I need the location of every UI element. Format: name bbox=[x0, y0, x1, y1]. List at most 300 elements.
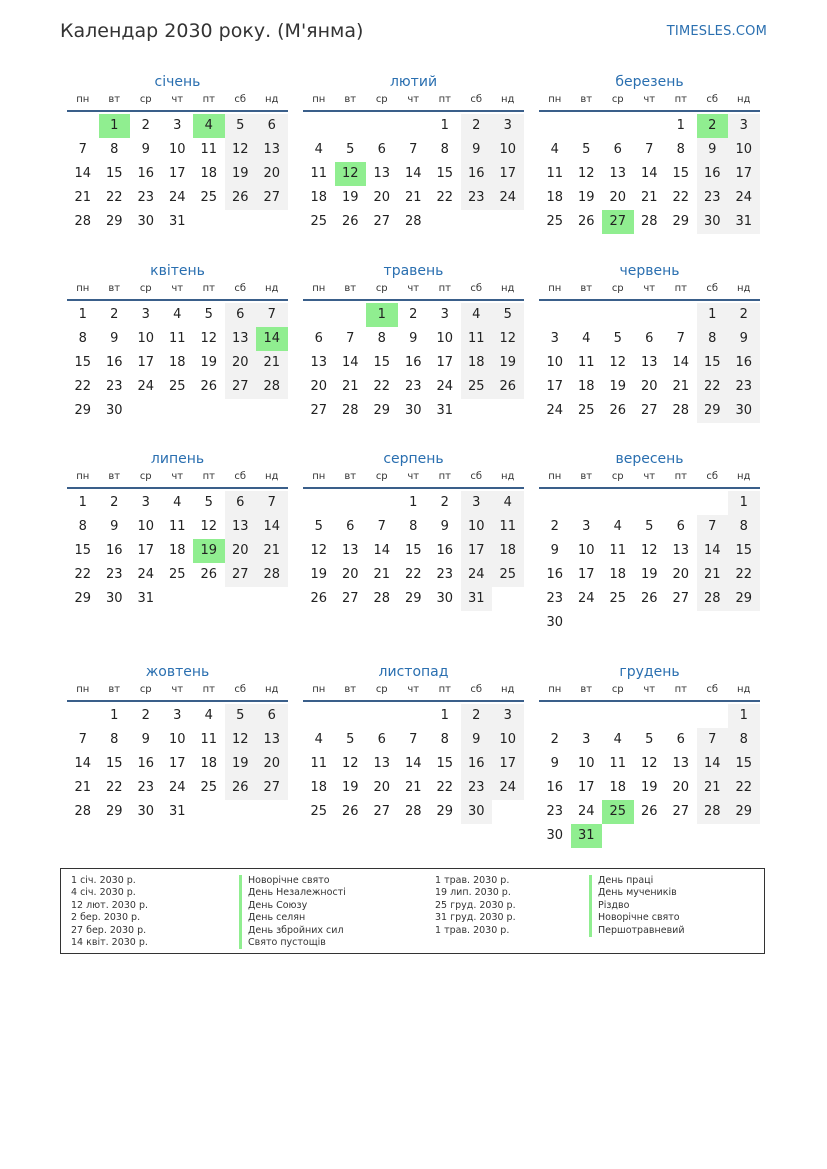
day-cell: 31 bbox=[461, 587, 493, 611]
day-cell: 7 bbox=[377, 519, 386, 534]
day-cell: 8 bbox=[728, 728, 760, 752]
weekday-label: пт bbox=[202, 94, 215, 105]
month-block bbox=[303, 662, 524, 824]
day-cell: 2 bbox=[550, 732, 559, 747]
holiday-day-cell: 12 bbox=[335, 162, 367, 186]
day-cell: 5 bbox=[204, 307, 213, 322]
day-cell: 22 bbox=[373, 379, 391, 394]
day-cell: 17 bbox=[492, 752, 524, 776]
weekday-label: ср bbox=[611, 94, 624, 105]
weekday-label: нд bbox=[501, 283, 515, 294]
empty-day bbox=[303, 303, 335, 327]
legend-names-1 bbox=[239, 875, 346, 949]
day-cell: 29 bbox=[74, 403, 92, 418]
weekday-label: сб bbox=[706, 684, 719, 695]
day-cell: 18 bbox=[310, 780, 328, 795]
day-cell: 19 bbox=[609, 379, 627, 394]
day-cell: 19 bbox=[640, 780, 658, 795]
day-cell: 21 bbox=[256, 351, 288, 375]
day-cell: 14 bbox=[74, 756, 92, 771]
day-cell: 8 bbox=[697, 327, 729, 351]
empty-day bbox=[398, 114, 430, 138]
weekday-label: чт bbox=[407, 684, 420, 695]
day-cell: 15 bbox=[105, 756, 123, 771]
day-cell: 11 bbox=[200, 732, 218, 747]
day-cell: 27 bbox=[672, 591, 690, 606]
day-cell: 15 bbox=[728, 752, 760, 776]
month-block bbox=[539, 261, 760, 423]
day-cell: 14 bbox=[640, 166, 658, 181]
day-cell: 31 bbox=[168, 804, 186, 819]
day-cell: 9 bbox=[550, 543, 559, 558]
weekday-label: нд bbox=[737, 471, 751, 482]
weekday-label: чт bbox=[407, 471, 420, 482]
day-cell: 3 bbox=[173, 118, 182, 133]
weekday-label: ср bbox=[611, 684, 624, 695]
day-cell: 10 bbox=[137, 331, 155, 346]
day-cell: 28 bbox=[74, 804, 92, 819]
day-cell: 16 bbox=[105, 543, 123, 558]
weekday-label: вт bbox=[108, 471, 121, 482]
day-cell: 1 bbox=[697, 303, 729, 327]
day-cell: 10 bbox=[728, 138, 760, 162]
weekday-header bbox=[539, 682, 760, 702]
weekday-label: ср bbox=[611, 283, 624, 294]
day-cell: 1 bbox=[110, 708, 119, 723]
legend-holiday-name: День селян bbox=[239, 912, 346, 924]
weekday-label: нд bbox=[265, 684, 279, 695]
day-cell: 6 bbox=[256, 704, 288, 728]
month-name: листопад bbox=[378, 664, 449, 680]
weekday-label: вт bbox=[344, 94, 357, 105]
day-cell: 5 bbox=[314, 519, 323, 534]
day-cell: 16 bbox=[546, 780, 564, 795]
legend-dates-1 bbox=[71, 875, 148, 949]
legend-holiday-name: Різдво bbox=[589, 900, 685, 912]
day-cell: 27 bbox=[373, 214, 391, 229]
day-cell: 29 bbox=[672, 214, 690, 229]
day-cell: 20 bbox=[310, 379, 328, 394]
day-cell: 23 bbox=[546, 804, 564, 819]
day-cell: 27 bbox=[256, 776, 288, 800]
weekday-label: пн bbox=[76, 283, 90, 294]
day-cell: 12 bbox=[640, 756, 658, 771]
weekday-label: пн bbox=[548, 471, 562, 482]
weekday-label: вт bbox=[580, 684, 593, 695]
day-cell: 6 bbox=[225, 491, 257, 515]
day-cell: 24 bbox=[436, 379, 454, 394]
weekday-label: пн bbox=[548, 94, 562, 105]
weekday-label: ср bbox=[375, 283, 388, 294]
day-cell: 5 bbox=[346, 142, 355, 157]
weekday-label: чт bbox=[643, 684, 656, 695]
weekday-label: вт bbox=[580, 471, 593, 482]
weekday-header bbox=[303, 682, 524, 702]
weekday-label: пн bbox=[76, 471, 90, 482]
day-cell: 28 bbox=[640, 214, 658, 229]
day-cell: 16 bbox=[546, 567, 564, 582]
weekday-label: ср bbox=[375, 94, 388, 105]
day-cell: 9 bbox=[110, 519, 119, 534]
day-cell: 27 bbox=[672, 804, 690, 819]
days-grid bbox=[67, 491, 288, 611]
day-cell: 17 bbox=[436, 355, 454, 370]
day-cell: 26 bbox=[492, 375, 524, 399]
weekday-label: пн bbox=[312, 283, 326, 294]
day-cell: 8 bbox=[110, 732, 119, 747]
day-cell: 15 bbox=[404, 543, 422, 558]
legend-date: 25 груд. 2030 р. bbox=[435, 899, 516, 911]
weekday-label: сб bbox=[234, 283, 247, 294]
legend-holiday-name: День праці bbox=[589, 875, 685, 887]
weekday-label: чт bbox=[171, 684, 184, 695]
legend-date: 27 бер. 2030 р. bbox=[71, 924, 147, 936]
month-name: лютий bbox=[389, 74, 438, 90]
weekday-label: сб bbox=[234, 471, 247, 482]
weekday-label: нд bbox=[501, 684, 515, 695]
day-cell: 28 bbox=[697, 587, 729, 611]
day-cell: 11 bbox=[310, 756, 328, 771]
day-cell: 4 bbox=[173, 307, 182, 322]
day-cell: 11 bbox=[168, 519, 186, 534]
day-cell: 9 bbox=[728, 327, 760, 351]
weekday-label: вт bbox=[108, 684, 121, 695]
day-cell: 14 bbox=[697, 539, 729, 563]
day-cell: 2 bbox=[728, 303, 760, 327]
day-cell: 9 bbox=[440, 519, 449, 534]
empty-day bbox=[539, 303, 571, 327]
weekday-label: сб bbox=[706, 283, 719, 294]
day-cell: 22 bbox=[436, 190, 454, 205]
days-grid bbox=[303, 704, 524, 824]
day-cell: 14 bbox=[373, 543, 391, 558]
empty-day bbox=[602, 491, 634, 515]
day-cell: 21 bbox=[373, 567, 391, 582]
weekday-label: сб bbox=[470, 283, 483, 294]
day-cell: 2 bbox=[461, 704, 493, 728]
day-cell: 22 bbox=[436, 780, 454, 795]
weekday-label: пт bbox=[674, 471, 687, 482]
day-cell: 14 bbox=[697, 752, 729, 776]
day-cell: 9 bbox=[409, 331, 418, 346]
day-cell: 4 bbox=[492, 491, 524, 515]
empty-day bbox=[665, 491, 697, 515]
weekday-label: нд bbox=[737, 94, 751, 105]
day-cell: 3 bbox=[440, 307, 449, 322]
weekday-label: сб bbox=[234, 684, 247, 695]
weekday-label: нд bbox=[737, 684, 751, 695]
day-cell: 4 bbox=[173, 495, 182, 510]
legend-holiday-name: День Незалежності bbox=[239, 887, 346, 899]
day-cell: 4 bbox=[314, 142, 323, 157]
weekday-label: чт bbox=[171, 94, 184, 105]
day-cell: 24 bbox=[577, 804, 595, 819]
day-cell: 16 bbox=[461, 162, 493, 186]
days-grid bbox=[539, 303, 760, 423]
days-grid bbox=[539, 114, 760, 234]
day-cell: 12 bbox=[609, 355, 627, 370]
day-cell: 7 bbox=[645, 142, 654, 157]
weekday-label: нд bbox=[265, 94, 279, 105]
month-block bbox=[67, 662, 288, 824]
weekday-header bbox=[303, 469, 524, 489]
day-cell: 26 bbox=[640, 804, 658, 819]
day-cell: 12 bbox=[492, 327, 524, 351]
day-cell: 10 bbox=[461, 515, 493, 539]
day-cell: 15 bbox=[373, 355, 391, 370]
day-cell: 7 bbox=[78, 732, 87, 747]
day-cell: 25 bbox=[168, 567, 186, 582]
day-cell: 12 bbox=[577, 166, 595, 181]
day-cell: 28 bbox=[256, 375, 288, 399]
day-cell: 22 bbox=[728, 563, 760, 587]
month-block bbox=[303, 261, 524, 423]
day-cell: 17 bbox=[168, 756, 186, 771]
day-cell: 28 bbox=[373, 591, 391, 606]
day-cell: 16 bbox=[137, 166, 155, 181]
day-cell: 7 bbox=[697, 515, 729, 539]
days-grid bbox=[303, 303, 524, 423]
day-cell: 2 bbox=[461, 114, 493, 138]
day-cell: 26 bbox=[341, 804, 359, 819]
weekday-label: сб bbox=[470, 684, 483, 695]
day-cell: 19 bbox=[492, 351, 524, 375]
day-cell: 18 bbox=[577, 379, 595, 394]
empty-day bbox=[366, 491, 398, 515]
day-cell: 3 bbox=[492, 114, 524, 138]
day-cell: 26 bbox=[310, 591, 328, 606]
day-cell: 19 bbox=[225, 162, 257, 186]
empty-day bbox=[335, 704, 367, 728]
day-cell: 11 bbox=[461, 327, 493, 351]
day-cell: 11 bbox=[546, 166, 564, 181]
weekday-label: сб bbox=[470, 94, 483, 105]
day-cell: 23 bbox=[137, 780, 155, 795]
weekday-header bbox=[67, 682, 288, 702]
day-cell: 12 bbox=[200, 331, 218, 346]
day-cell: 16 bbox=[137, 756, 155, 771]
weekday-label: нд bbox=[501, 94, 515, 105]
day-cell: 3 bbox=[582, 732, 591, 747]
day-cell: 25 bbox=[546, 214, 564, 229]
day-cell: 15 bbox=[436, 166, 454, 181]
day-cell: 20 bbox=[225, 539, 257, 563]
day-cell: 27 bbox=[341, 591, 359, 606]
day-cell: 23 bbox=[461, 776, 493, 800]
day-cell: 25 bbox=[200, 190, 218, 205]
day-cell: 21 bbox=[341, 379, 359, 394]
days-grid bbox=[303, 114, 524, 234]
empty-day bbox=[634, 114, 666, 138]
day-cell: 25 bbox=[310, 804, 328, 819]
day-cell: 6 bbox=[225, 303, 257, 327]
holiday-day-cell: 2 bbox=[697, 114, 729, 138]
day-cell: 13 bbox=[225, 515, 257, 539]
holiday-day-cell: 1 bbox=[366, 303, 398, 327]
empty-day bbox=[571, 704, 603, 728]
day-cell: 3 bbox=[141, 307, 150, 322]
holiday-day-cell: 14 bbox=[256, 327, 288, 351]
day-cell: 4 bbox=[314, 732, 323, 747]
month-block bbox=[67, 261, 288, 423]
day-cell: 30 bbox=[404, 403, 422, 418]
day-cell: 28 bbox=[74, 214, 92, 229]
weekday-label: нд bbox=[501, 471, 515, 482]
empty-day bbox=[67, 704, 99, 728]
day-cell: 10 bbox=[577, 543, 595, 558]
day-cell: 18 bbox=[310, 190, 328, 205]
day-cell: 17 bbox=[577, 567, 595, 582]
day-cell: 25 bbox=[577, 403, 595, 418]
day-cell: 10 bbox=[137, 519, 155, 534]
day-cell: 9 bbox=[461, 728, 493, 752]
day-cell: 2 bbox=[141, 118, 150, 133]
days-grid bbox=[303, 491, 524, 611]
days-grid bbox=[539, 491, 760, 635]
day-cell: 21 bbox=[404, 780, 422, 795]
day-cell: 7 bbox=[409, 142, 418, 157]
day-cell: 13 bbox=[609, 166, 627, 181]
day-cell: 16 bbox=[404, 355, 422, 370]
weekday-label: пт bbox=[438, 283, 451, 294]
day-cell: 12 bbox=[640, 543, 658, 558]
day-cell: 24 bbox=[492, 186, 524, 210]
days-grid bbox=[67, 303, 288, 423]
day-cell: 12 bbox=[225, 728, 257, 752]
day-cell: 18 bbox=[609, 567, 627, 582]
day-cell: 6 bbox=[314, 331, 323, 346]
page-title: Календар 2030 року. (М'янма) bbox=[60, 20, 364, 42]
day-cell: 26 bbox=[341, 214, 359, 229]
holiday-day-cell: 4 bbox=[193, 114, 225, 138]
weekday-label: нд bbox=[265, 283, 279, 294]
day-cell: 6 bbox=[377, 732, 386, 747]
empty-day bbox=[571, 303, 603, 327]
legend-names-2 bbox=[589, 875, 685, 937]
day-cell: 14 bbox=[404, 166, 422, 181]
day-cell: 2 bbox=[550, 519, 559, 534]
empty-day bbox=[67, 114, 99, 138]
day-cell: 13 bbox=[256, 138, 288, 162]
day-cell: 23 bbox=[105, 567, 123, 582]
day-cell: 9 bbox=[110, 331, 119, 346]
day-cell: 1 bbox=[440, 118, 449, 133]
day-cell: 13 bbox=[341, 543, 359, 558]
day-cell: 28 bbox=[697, 800, 729, 824]
day-cell: 6 bbox=[377, 142, 386, 157]
weekday-label: сб bbox=[706, 471, 719, 482]
day-cell: 18 bbox=[461, 351, 493, 375]
day-cell: 20 bbox=[672, 567, 690, 582]
day-cell: 16 bbox=[436, 543, 454, 558]
empty-day bbox=[366, 114, 398, 138]
day-cell: 30 bbox=[137, 214, 155, 229]
day-cell: 18 bbox=[546, 190, 564, 205]
site-brand-link[interactable]: TIMESLES.COM bbox=[666, 24, 767, 39]
day-cell: 1 bbox=[676, 118, 685, 133]
day-cell: 17 bbox=[546, 379, 564, 394]
weekday-label: пт bbox=[438, 94, 451, 105]
day-cell: 8 bbox=[676, 142, 685, 157]
weekday-label: вт bbox=[108, 94, 121, 105]
day-cell: 18 bbox=[200, 166, 218, 181]
weekday-label: чт bbox=[171, 471, 184, 482]
day-cell: 28 bbox=[404, 804, 422, 819]
empty-day bbox=[602, 303, 634, 327]
holiday-day-cell: 25 bbox=[602, 800, 634, 824]
day-cell: 16 bbox=[697, 162, 729, 186]
weekday-label: пт bbox=[202, 684, 215, 695]
day-cell: 18 bbox=[168, 543, 186, 558]
day-cell: 24 bbox=[137, 379, 155, 394]
day-cell: 12 bbox=[200, 519, 218, 534]
day-cell: 5 bbox=[613, 331, 622, 346]
day-cell: 12 bbox=[225, 138, 257, 162]
day-cell: 26 bbox=[225, 186, 257, 210]
day-cell: 23 bbox=[137, 190, 155, 205]
day-cell: 22 bbox=[105, 190, 123, 205]
day-cell: 24 bbox=[168, 780, 186, 795]
month-block bbox=[539, 72, 760, 234]
day-cell: 8 bbox=[78, 519, 87, 534]
day-cell: 7 bbox=[676, 331, 685, 346]
day-cell: 18 bbox=[609, 780, 627, 795]
day-cell: 4 bbox=[613, 519, 622, 534]
day-cell: 5 bbox=[204, 495, 213, 510]
day-cell: 27 bbox=[225, 563, 257, 587]
month-name: липень bbox=[150, 451, 205, 467]
day-cell: 26 bbox=[200, 567, 218, 582]
weekday-header bbox=[539, 281, 760, 301]
day-cell: 25 bbox=[200, 780, 218, 795]
legend-holiday-name: День Союзу bbox=[239, 900, 346, 912]
day-cell: 13 bbox=[310, 355, 328, 370]
day-cell: 21 bbox=[672, 379, 690, 394]
weekday-header bbox=[303, 92, 524, 112]
legend-holiday-name: День мучеників bbox=[589, 887, 685, 899]
day-cell: 15 bbox=[697, 351, 729, 375]
day-cell: 17 bbox=[728, 162, 760, 186]
empty-day bbox=[335, 114, 367, 138]
day-cell: 16 bbox=[728, 351, 760, 375]
day-cell: 3 bbox=[461, 491, 493, 515]
empty-day bbox=[634, 704, 666, 728]
month-name: січень bbox=[154, 74, 201, 90]
day-cell: 17 bbox=[137, 355, 155, 370]
weekday-label: сб bbox=[706, 94, 719, 105]
day-cell: 20 bbox=[373, 190, 391, 205]
day-cell: 15 bbox=[105, 166, 123, 181]
day-cell: 23 bbox=[404, 379, 422, 394]
day-cell: 14 bbox=[672, 355, 690, 370]
day-cell: 22 bbox=[74, 379, 92, 394]
day-cell: 30 bbox=[105, 403, 123, 418]
legend-holiday-name: Першотравневий bbox=[589, 925, 685, 937]
day-cell: 2 bbox=[440, 495, 449, 510]
day-cell: 14 bbox=[404, 756, 422, 771]
day-cell: 27 bbox=[256, 186, 288, 210]
day-cell: 30 bbox=[728, 399, 760, 423]
day-cell: 17 bbox=[492, 162, 524, 186]
month-block bbox=[303, 449, 524, 611]
weekday-label: чт bbox=[643, 283, 656, 294]
weekday-label: пн bbox=[548, 283, 562, 294]
day-cell: 21 bbox=[74, 190, 92, 205]
day-cell: 4 bbox=[461, 303, 493, 327]
day-cell: 25 bbox=[461, 375, 493, 399]
day-cell: 19 bbox=[341, 780, 359, 795]
day-cell: 9 bbox=[461, 138, 493, 162]
